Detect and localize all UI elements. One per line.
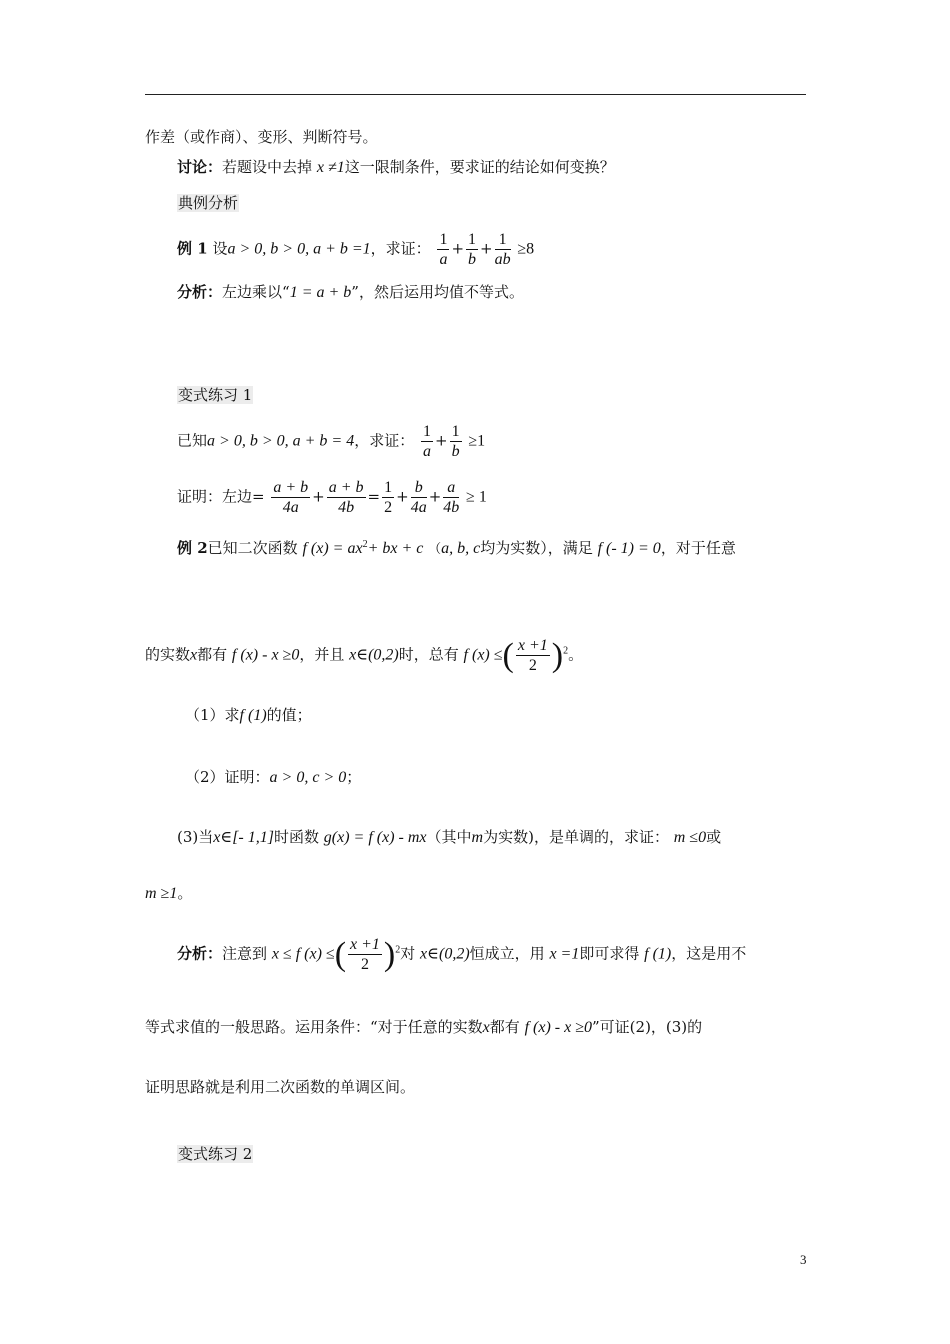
variation1-proof: 证明：左边= $\frac{a + b}{4a}$ + $\frac{a + b}{4b}$ = $\frac{1}{2}$ + $\frac{b}{4a}$ + $\frac{a}{4b}$ ≥ 1 [177,479,487,516]
example1-cond: a > 0, b > 0, a + b =1 [227,240,371,258]
header-rule [145,94,806,95]
question3-cont: m ≥1。 [145,884,193,902]
variation2-title: 变式练习 2 [178,1145,253,1163]
example1-frac3: $\frac{1}{ab}$ [494,231,511,268]
analysis1: 分析：左边乘以“1 = a + b”，然后运用均值不等式。 [177,283,524,301]
page-number: 3 [800,1252,807,1267]
section-heading: 典例分析 [178,194,239,212]
example1-label: 例 1 [177,239,208,258]
question3: (3)当x∈[- 1,1]时函数 g(x) = f (x) - mx（其中m为实数)，是单调的，求证： m ≤0或 [177,828,722,846]
discussion-label: 讨论： [177,158,223,176]
analysis2: 分析：注意到 x ≤ f (x) ≤( $\frac{x +1}{2}$ )$^2$对 x∈(0,2)恒成立，用 x =1即可求得 f (1)，这是用不 [177,935,747,973]
example2: 例 2已知二次函数 f $(x) = ax^2+$ bx + c （a, b, c均为实数），满足 f (- 1) = 0，对于任意 [177,539,736,557]
example1-frac1: $\frac{1}{a}$ [439,231,448,268]
variation1-given: 已知a > 0, b > 0, a + b = 4，求证： $\frac{1}{a}$ + $\frac{1}{b}$ ≥1 [177,423,486,460]
analysis2-line3: 证明思路就是利用二次函数的单调区间。 [145,1078,416,1096]
discussion-math: x ≠1 [316,159,345,176]
question1: （1）求f (1)的值； [185,706,312,724]
example2-line2: 的实数x都有 f (x) - x ≥0，并且 x∈(0,2)时，总有 f (x) ≤( $\frac{x +1}{2}$ )$^2$。 [145,636,584,674]
intro-line: 作差（或作商）、变形、判断符号。 [145,128,378,146]
variation1-title: 变式练习 1 [178,386,253,404]
example1-frac2: $\frac{1}{b}$ [468,231,477,268]
example1: 例 1 设a > 0, b > 0, a + b =1，求证： $\frac{1}{a}$ + $\frac{1}{b}$ + $\frac{1}{ab}$ ≥8 [177,231,535,268]
analysis2-line2: 等式求值的一般思路。运用条件：“对于任意的实数x都有 f (x) - x ≥0”可证(2)，(3)的 [145,1018,703,1036]
question2: （2）证明：a > 0, c > 0； [185,768,362,786]
discussion-line: 讨论：若题设中去掉 x ≠1这一限制条件，要求证的结论如何变换？ [177,158,615,176]
